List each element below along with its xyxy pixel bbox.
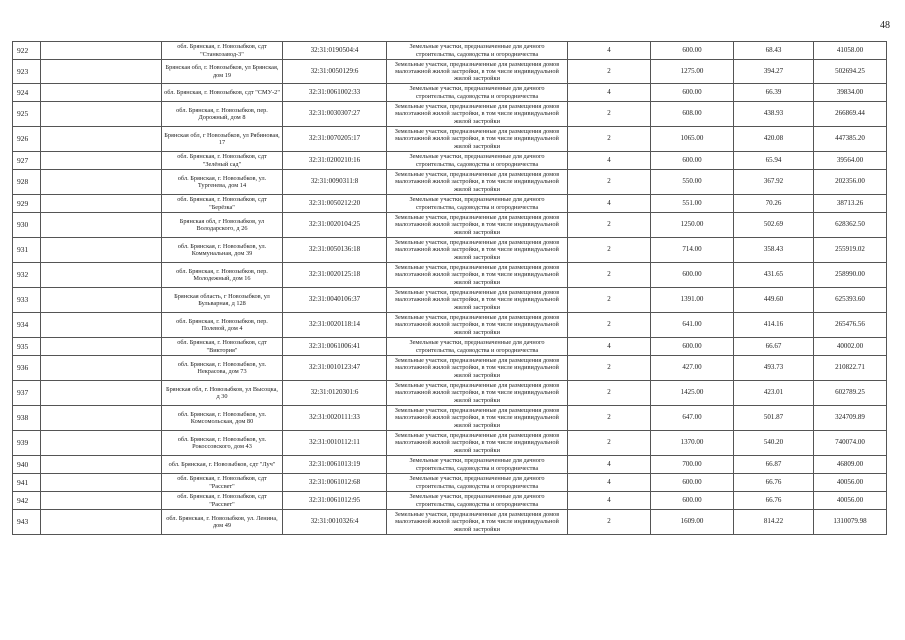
area-cell: 1425.00 (651, 381, 734, 406)
table-row (13, 313, 887, 338)
group-cell: 4 (568, 84, 651, 102)
row-number: 937 (13, 381, 41, 406)
cadastral-number-cell: 32:31:0010112:11 (283, 431, 387, 456)
area-cell: 700.00 (651, 456, 734, 474)
empty-cell (41, 381, 162, 406)
specific-value-cell: 66.76 (734, 474, 814, 492)
land-use-cell: Земельные участки, предназначенные для дачного строительства, садоводства и огородничества (387, 152, 568, 170)
cadastral-value-cell: 502694.25 (814, 60, 887, 84)
group-cell: 2 (568, 60, 651, 84)
row-number: 931 (13, 238, 41, 263)
cadastral-number-cell: 32:31:0070205:17 (283, 127, 387, 152)
address-cell: обл. Брянская, г. Новозыбков, сдт "Станкозавод-3" (162, 42, 283, 60)
cadastral-number-cell: 32:31:0061006:41 (283, 338, 387, 356)
area-cell: 600.00 (651, 263, 734, 288)
cadastral-value-cell: 324709.89 (814, 406, 887, 431)
land-use-cell: Земельные участки, предназначенные для дачного строительства, садоводства и огородничества (387, 338, 568, 356)
cadastral-number-cell: 32:31:0050129:6 (283, 60, 387, 84)
empty-cell (41, 170, 162, 195)
empty-cell (41, 456, 162, 474)
table-row (13, 356, 887, 381)
cadastral-number-cell: 32:31:0020111:33 (283, 406, 387, 431)
cadastral-value-cell: 202356.00 (814, 170, 887, 195)
land-use-cell: Земельные участки, предназначенные для дачного строительства, садоводства и огородничества (387, 474, 568, 492)
empty-cell (41, 510, 162, 535)
cadastral-number-cell: 32:31:0120301:6 (283, 381, 387, 406)
specific-value-cell: 66.67 (734, 338, 814, 356)
address-cell: обл. Брянская, г. Новозыбков, ул. Комсомольская, дом 80 (162, 406, 283, 431)
address-cell: обл. Брянская, г. Новозыбков, ул. Ленина, дом 49 (162, 510, 283, 535)
empty-cell (41, 338, 162, 356)
group-cell: 2 (568, 381, 651, 406)
cadastral-value-cell: 39834.00 (814, 84, 887, 102)
specific-value-cell: 66.76 (734, 492, 814, 510)
cadastral-value-cell: 40002.00 (814, 338, 887, 356)
specific-value-cell: 66.39 (734, 84, 814, 102)
empty-cell (41, 431, 162, 456)
address-cell: обл. Брянская, г. Новозыбков, пер. Дорожный, дом 8 (162, 102, 283, 127)
empty-cell (41, 474, 162, 492)
address-cell: обл. Брянская, г. Новозыбков, ул. Некрасова, дом 73 (162, 356, 283, 381)
row-number: 928 (13, 170, 41, 195)
row-number: 933 (13, 288, 41, 313)
address-cell: обл. Брянская, г. Новозыбков, пер. Молодежный, дом 16 (162, 263, 283, 288)
land-use-cell: Земельные участки, предназначенные для размещения домов малоэтажной жилой застройки, в том числе индивидуальной жилой застройки (387, 60, 568, 84)
specific-value-cell: 540.20 (734, 431, 814, 456)
empty-cell (41, 42, 162, 60)
cadastral-number-cell: 32:31:0020125:18 (283, 263, 387, 288)
cadastral-number-cell: 32:31:0040106:37 (283, 288, 387, 313)
table-row (13, 381, 887, 406)
land-use-cell: Земельные участки, предназначенные для размещения домов малоэтажной жилой застройки, в том числе индивидуальной жилой застройки (387, 356, 568, 381)
empty-cell (41, 356, 162, 381)
group-cell: 4 (568, 474, 651, 492)
cadastral-number-cell: 32:31:0050212:20 (283, 195, 387, 213)
cadastral-number-cell: 32:31:0030307:27 (283, 102, 387, 127)
specific-value-cell: 65.94 (734, 152, 814, 170)
specific-value-cell: 502.69 (734, 213, 814, 238)
cadastral-value-cell: 210822.71 (814, 356, 887, 381)
address-cell: обл. Брянская, г. Новозыбков, ул. Рокоссовского, дом 43 (162, 431, 283, 456)
land-use-cell: Земельные участки, предназначенные для размещения домов малоэтажной жилой застройки, в том числе индивидуальной жилой застройки (387, 127, 568, 152)
empty-cell (41, 152, 162, 170)
empty-cell (41, 195, 162, 213)
group-cell: 2 (568, 431, 651, 456)
row-number: 934 (13, 313, 41, 338)
area-cell: 641.00 (651, 313, 734, 338)
row-number: 924 (13, 84, 41, 102)
row-number: 939 (13, 431, 41, 456)
address-cell: Брянская обл, г. Новозыбков, ул Высоцка, д 30 (162, 381, 283, 406)
area-cell: 1370.00 (651, 431, 734, 456)
cadastral-value-cell: 265476.56 (814, 313, 887, 338)
row-number: 925 (13, 102, 41, 127)
land-use-cell: Земельные участки, предназначенные для размещения домов малоэтажной жилой застройки, в том числе индивидуальной жилой застройки (387, 381, 568, 406)
specific-value-cell: 423.01 (734, 381, 814, 406)
land-use-cell: Земельные участки, предназначенные для дачного строительства, садоводства и огородничества (387, 492, 568, 510)
row-number: 923 (13, 60, 41, 84)
land-register-table (12, 41, 887, 535)
table-row (13, 127, 887, 152)
address-cell: обл. Брянская, г. Новозыбков, ул. Тургенева, дом 14 (162, 170, 283, 195)
specific-value-cell: 394.27 (734, 60, 814, 84)
address-cell: обл. Брянская, г. Новозыбков, сдт "Луч" (162, 456, 283, 474)
group-cell: 2 (568, 127, 651, 152)
row-number: 935 (13, 338, 41, 356)
empty-cell (41, 102, 162, 127)
empty-cell (41, 492, 162, 510)
table-row (13, 195, 887, 213)
row-number: 930 (13, 213, 41, 238)
area-cell: 1065.00 (651, 127, 734, 152)
cadastral-number-cell: 32:31:0020104:25 (283, 213, 387, 238)
empty-cell (41, 127, 162, 152)
table-row (13, 263, 887, 288)
specific-value-cell: 367.92 (734, 170, 814, 195)
table-row (13, 492, 887, 510)
table-row (13, 474, 887, 492)
specific-value-cell: 814.22 (734, 510, 814, 535)
land-use-cell: Земельные участки, предназначенные для дачного строительства, садоводства и огородничества (387, 195, 568, 213)
cadastral-value-cell: 258990.00 (814, 263, 887, 288)
land-use-cell: Земельные участки, предназначенные для дачного строительства, садоводства и огородничества (387, 84, 568, 102)
address-cell: обл. Брянская, г. Новозыбков, пер. Полевой, дом 4 (162, 313, 283, 338)
group-cell: 4 (568, 492, 651, 510)
address-cell: обл. Брянская, г. Новозыбков, сдт "Рассвет" (162, 492, 283, 510)
specific-value-cell: 431.65 (734, 263, 814, 288)
land-use-cell: Земельные участки, предназначенные для размещения домов малоэтажной жилой застройки, в том числе индивидуальной жилой застройки (387, 406, 568, 431)
row-number: 942 (13, 492, 41, 510)
cadastral-number-cell: 32:31:0061012:68 (283, 474, 387, 492)
row-number: 922 (13, 42, 41, 60)
row-number: 929 (13, 195, 41, 213)
specific-value-cell: 420.08 (734, 127, 814, 152)
cadastral-value-cell: 1310079.98 (814, 510, 887, 535)
table-row (13, 338, 887, 356)
table-row (13, 238, 887, 263)
address-cell: обл. Брянская, г. Новозыбков, сдт "СМУ-2" (162, 84, 283, 102)
table-row (13, 406, 887, 431)
cadastral-number-cell: 32:31:0010123:47 (283, 356, 387, 381)
row-number: 941 (13, 474, 41, 492)
land-use-cell: Земельные участки, предназначенные для размещения домов малоэтажной жилой застройки, в том числе индивидуальной жилой застройки (387, 238, 568, 263)
cadastral-value-cell: 628362.50 (814, 213, 887, 238)
cadastral-value-cell: 602789.25 (814, 381, 887, 406)
cadastral-number-cell: 32:31:0050136:18 (283, 238, 387, 263)
address-cell: Брянская обл, г. Новозыбков, ул Брянская, дом 19 (162, 60, 283, 84)
row-number: 932 (13, 263, 41, 288)
table-row (13, 60, 887, 84)
cadastral-value-cell: 40056.00 (814, 474, 887, 492)
area-cell: 1609.00 (651, 510, 734, 535)
address-cell: обл. Брянская, г. Новозыбков, сдт "Зелёный сад" (162, 152, 283, 170)
row-number: 926 (13, 127, 41, 152)
land-use-cell: Земельные участки, предназначенные для дачного строительства, садоводства и огородничества (387, 456, 568, 474)
area-cell: 608.00 (651, 102, 734, 127)
group-cell: 2 (568, 356, 651, 381)
land-use-cell: Земельные участки, предназначенные для размещения домов малоэтажной жилой застройки, в том числе индивидуальной жилой застройки (387, 288, 568, 313)
cadastral-value-cell: 266869.44 (814, 102, 887, 127)
table-row (13, 84, 887, 102)
table-row (13, 152, 887, 170)
cadastral-value-cell: 38713.26 (814, 195, 887, 213)
land-use-cell: Земельные участки, предназначенные для размещения домов малоэтажной жилой застройки, в том числе индивидуальной жилой застройки (387, 313, 568, 338)
area-cell: 427.00 (651, 356, 734, 381)
group-cell: 4 (568, 42, 651, 60)
land-use-cell: Земельные участки, предназначенные для размещения домов малоэтажной жилой застройки, в том числе индивидуальной жилой застройки (387, 263, 568, 288)
group-cell: 2 (568, 313, 651, 338)
row-number: 938 (13, 406, 41, 431)
area-cell: 647.00 (651, 406, 734, 431)
row-number: 927 (13, 152, 41, 170)
area-cell: 714.00 (651, 238, 734, 263)
empty-cell (41, 406, 162, 431)
address-cell: обл. Брянская, г. Новозыбков, сдт "Рассвет" (162, 474, 283, 492)
specific-value-cell: 358.43 (734, 238, 814, 263)
group-cell: 2 (568, 213, 651, 238)
specific-value-cell: 438.93 (734, 102, 814, 127)
address-cell: обл. Брянская, г. Новозыбков, ул. Коммунальная, дом 39 (162, 238, 283, 263)
table-row (13, 42, 887, 60)
cadastral-value-cell: 255919.02 (814, 238, 887, 263)
address-cell: обл. Брянская, г. Новозыбков, сдт "Виктория" (162, 338, 283, 356)
cadastral-value-cell: 40056.00 (814, 492, 887, 510)
row-number: 936 (13, 356, 41, 381)
cadastral-number-cell: 32:31:0061013:19 (283, 456, 387, 474)
land-use-cell: Земельные участки, предназначенные для дачного строительства, садоводства и огородничества (387, 42, 568, 60)
area-cell: 600.00 (651, 84, 734, 102)
empty-cell (41, 288, 162, 313)
group-cell: 2 (568, 170, 651, 195)
area-cell: 1391.00 (651, 288, 734, 313)
specific-value-cell: 493.73 (734, 356, 814, 381)
area-cell: 600.00 (651, 492, 734, 510)
cadastral-value-cell: 41058.00 (814, 42, 887, 60)
area-cell: 550.00 (651, 170, 734, 195)
area-cell: 600.00 (651, 152, 734, 170)
group-cell: 4 (568, 338, 651, 356)
specific-value-cell: 66.87 (734, 456, 814, 474)
empty-cell (41, 84, 162, 102)
empty-cell (41, 263, 162, 288)
empty-cell (41, 313, 162, 338)
area-cell: 1250.00 (651, 213, 734, 238)
cadastral-number-cell: 32:31:0010326:4 (283, 510, 387, 535)
cadastral-value-cell: 39564.00 (814, 152, 887, 170)
table-row (13, 456, 887, 474)
empty-cell (41, 213, 162, 238)
group-cell: 2 (568, 406, 651, 431)
land-use-cell: Земельные участки, предназначенные для размещения домов малоэтажной жилой застройки, в том числе индивидуальной жилой застройки (387, 102, 568, 127)
row-number: 943 (13, 510, 41, 535)
specific-value-cell: 414.16 (734, 313, 814, 338)
group-cell: 2 (568, 102, 651, 127)
specific-value-cell: 68.43 (734, 42, 814, 60)
address-cell: Брянская область, г Новозыбков, ул Бульварная, д 128 (162, 288, 283, 313)
land-use-cell: Земельные участки, предназначенные для размещения домов малоэтажной жилой застройки, в том числе индивидуальной жилой застройки (387, 510, 568, 535)
area-cell: 551.00 (651, 195, 734, 213)
specific-value-cell: 449.60 (734, 288, 814, 313)
area-cell: 600.00 (651, 338, 734, 356)
address-cell: Брянская обл, г Новозыбков, ул Рябиновая, 17 (162, 127, 283, 152)
row-number: 940 (13, 456, 41, 474)
group-cell: 4 (568, 195, 651, 213)
cadastral-number-cell: 32:31:0061012:95 (283, 492, 387, 510)
group-cell: 4 (568, 152, 651, 170)
cadastral-value-cell: 625393.60 (814, 288, 887, 313)
cadastral-number-cell: 32:31:0020118:14 (283, 313, 387, 338)
group-cell: 2 (568, 263, 651, 288)
cadastral-number-cell: 32:31:0200210:16 (283, 152, 387, 170)
table-row (13, 213, 887, 238)
table-row (13, 102, 887, 127)
group-cell: 2 (568, 288, 651, 313)
cadastral-number-cell: 32:31:0061002:33 (283, 84, 387, 102)
specific-value-cell: 70.26 (734, 195, 814, 213)
group-cell: 2 (568, 510, 651, 535)
address-cell: Брянская обл, г Новозыбков, ул Володарского, д 26 (162, 213, 283, 238)
cadastral-number-cell: 32:31:0190504:4 (283, 42, 387, 60)
area-cell: 1275.00 (651, 60, 734, 84)
area-cell: 600.00 (651, 474, 734, 492)
cadastral-number-cell: 32:31:0090311:8 (283, 170, 387, 195)
land-use-cell: Земельные участки, предназначенные для размещения домов малоэтажной жилой застройки, в том числе индивидуальной жилой застройки (387, 170, 568, 195)
group-cell: 4 (568, 456, 651, 474)
table-row (13, 288, 887, 313)
specific-value-cell: 501.87 (734, 406, 814, 431)
land-use-cell: Земельные участки, предназначенные для размещения домов малоэтажной жилой застройки, в том числе индивидуальной жилой застройки (387, 431, 568, 456)
table-row (13, 431, 887, 456)
table-row (13, 510, 887, 535)
group-cell: 2 (568, 238, 651, 263)
area-cell: 600.00 (651, 42, 734, 60)
cadastral-value-cell: 447385.20 (814, 127, 887, 152)
empty-cell (41, 60, 162, 84)
land-use-cell: Земельные участки, предназначенные для размещения домов малоэтажной жилой застройки, в том числе индивидуальной жилой застройки (387, 213, 568, 238)
cadastral-value-cell: 740074.00 (814, 431, 887, 456)
empty-cell (41, 238, 162, 263)
page-number: 48 (880, 20, 890, 31)
cadastral-value-cell: 46809.00 (814, 456, 887, 474)
table-row (13, 170, 887, 195)
address-cell: обл. Брянская, г. Новозыбков, сдт "Берёзка" (162, 195, 283, 213)
